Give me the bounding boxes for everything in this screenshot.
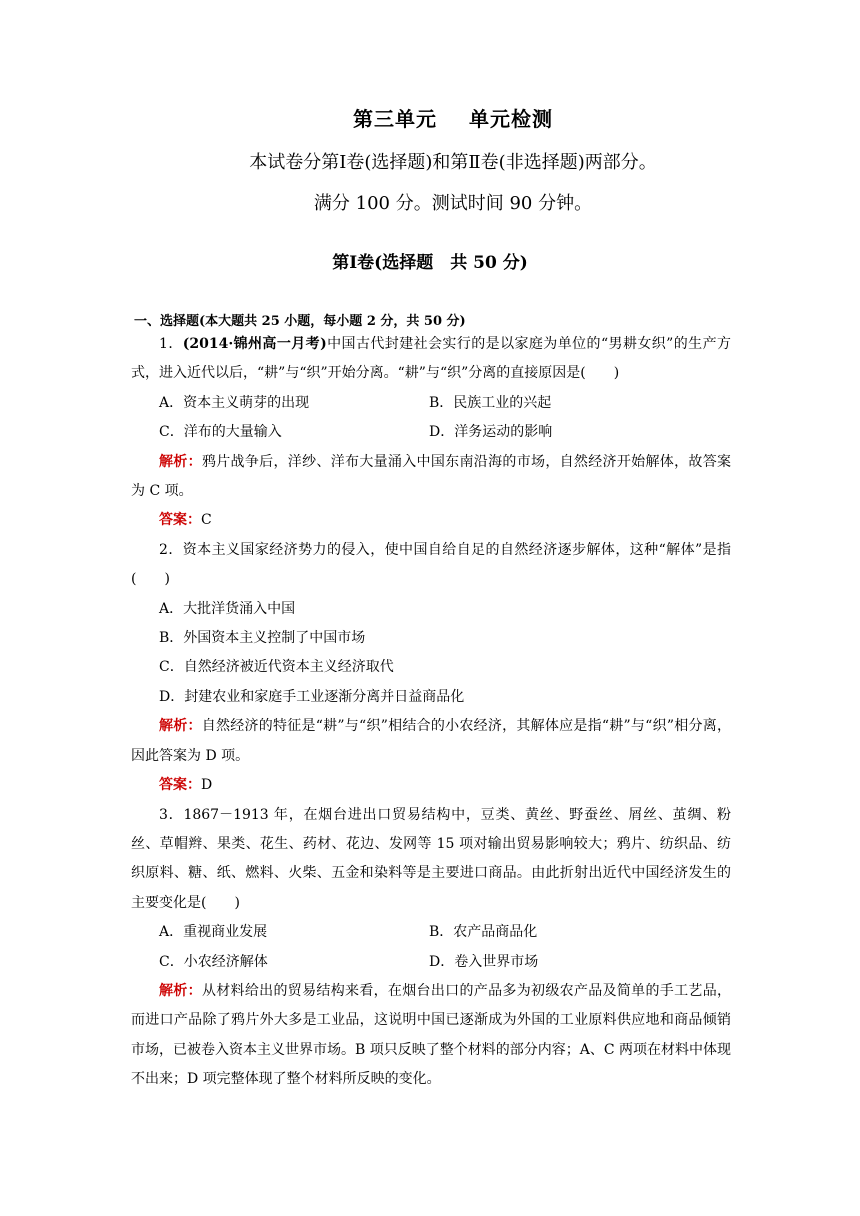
option-row	[131, 389, 731, 418]
option-row	[131, 418, 731, 447]
unit-title-part: 第三单元	[353, 107, 437, 131]
question-stem	[131, 801, 731, 919]
answer-label: 答案：	[159, 512, 201, 529]
analysis	[131, 448, 731, 507]
answer-value: D	[201, 777, 213, 794]
question-number: 1．	[159, 336, 183, 352]
option-row	[131, 918, 731, 947]
question-number: 3．	[159, 806, 184, 823]
option: B．民族工业的兴起	[429, 394, 552, 411]
question-source: (2014·锦州高一月考)	[182, 336, 327, 352]
option: A．大批洋货涌入中国	[159, 600, 296, 617]
question-text: 资本主义国家经济势力的侵入，使中国自给自足的自然经济逐步解体，这种“解体”是指( )	[131, 541, 731, 588]
option: C．小农经济解体	[159, 953, 268, 970]
unit-title	[0, 103, 860, 132]
analysis-text: 从材料给出的贸易结构来看，在烟台出口的产品多为初级农产品及简单的手工艺品，而进口产品除了鸦片外大多是工业品，这说明中国已逐渐成为外国的工业原料供应地和商品倾销市场，已被卷入资本主义世界市场。B 项只反映了整个材料的部分内容；A、C 两项在材料中体现不出来；D 项完整体现了整个材料所反映的变化。	[131, 982, 732, 1088]
analysis	[131, 712, 731, 771]
option: B．外国资本主义控制了中国市场	[159, 630, 366, 647]
intro-line-1: 本试卷分第Ⅰ卷(选择题)和第Ⅱ卷(非选择题)两部分。	[249, 152, 657, 173]
answer	[131, 506, 731, 535]
question-number: 2．	[159, 541, 183, 558]
analysis-label: 解析：	[159, 982, 202, 999]
analysis-text: 鸦片战争后，洋纱、洋布大量涌入中国东南沿海的市场，自然经济开始解体，故答案为 C 项。	[131, 453, 732, 500]
option: A．资本主义萌芽的出现	[159, 394, 310, 411]
option-row	[131, 948, 731, 977]
option: C．自然经济被近代资本主义经济取代	[159, 659, 394, 676]
option: B．农产品商品化	[429, 924, 538, 941]
option: D．洋务运动的影响	[429, 424, 553, 441]
analysis-label: 解析：	[159, 718, 202, 735]
option: C．洋布的大量输入	[159, 424, 282, 441]
question-list	[131, 330, 731, 1095]
question-text: 1867－1913 年，在烟台进出口贸易结构中，豆类、黄丝、野蚕丝、屑丝、茧绸、粉丝、草帽辫、果类、花生、药材、花边、发网等 15 项对输出贸易影响较大；鸦片、纺织品、纺织原料、糖、纸、燃料、火柴、五金和染料等是主要进口商品。由此折射出近代中国经济发生的主要变化是( )	[131, 806, 731, 911]
section-heading: 一、选择题(本大题共 25 小题，每小题 2 分，共 50 分)	[134, 314, 466, 329]
analysis	[131, 977, 731, 1095]
question-text: 中国古代封建社会实行的是以家庭为单位的“男耕女织”的生产方式，进入近代以后，“耕”与“织”开始分离。“耕”与“织”分离的直接原因是( )	[131, 336, 731, 382]
option: D．封建农业和家庭手工业逐渐分离并日益商品化	[159, 688, 465, 705]
option: D．卷入世界市场	[429, 953, 539, 970]
question-stem	[131, 330, 731, 389]
question-stem	[131, 536, 731, 595]
part-title: 第Ⅰ卷(选择题 共 50 分)	[332, 253, 528, 273]
analysis-text: 自然经济的特征是“耕”与“织”相结合的小农经济，其解体应是指“耕”与“织”相分离，因此答案为 D 项。	[131, 718, 731, 764]
answer-value: C	[201, 512, 212, 529]
unit-title-subject: 单元检测	[469, 107, 553, 131]
analysis-label: 解析：	[159, 453, 202, 470]
answer-label: 答案：	[159, 777, 201, 794]
intro-line-2: 满分 100 分。测试时间 90 分钟。	[313, 193, 593, 214]
answer	[131, 771, 731, 800]
option: A．重视商业发展	[159, 924, 268, 941]
